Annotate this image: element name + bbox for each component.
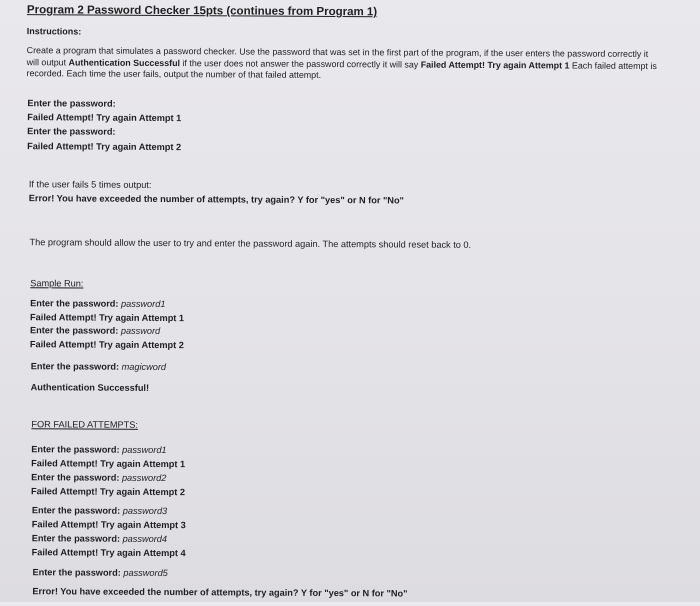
paragraph-line-1: Create a program that simulates a password checker. Use the password that was set in the first part of the program, if the user enters the password correctly it: [26, 45, 649, 59]
typed-input: password: [120, 325, 161, 336]
failed-run-line: Enter the password: password2: [31, 472, 167, 484]
sample-run-line: Enter the password: password: [29, 325, 161, 336]
example1-line: Failed Attempt! Try again Attempt 1: [27, 112, 182, 124]
auth-success-term: Authentication Successful: [68, 57, 181, 68]
page-title: Program 2 Password Checker 15pts (continues from Program 1): [26, 4, 378, 19]
typed-input: password3: [122, 505, 168, 517]
failed-run-line: Enter the password: password1: [31, 444, 167, 456]
failed-run-line: Failed Attempt! Try again Attempt 1: [31, 458, 186, 470]
typed-input: password4: [122, 533, 168, 545]
typed-input: password1: [122, 444, 167, 456]
typed-input: password1: [120, 298, 166, 310]
sample-run-line: Enter the password: magicword: [30, 361, 167, 373]
sample-run-line: Enter the password: password1: [30, 298, 166, 310]
failed-attempt-term: Failed Attempt! Try again Attempt 1: [420, 59, 570, 71]
instructions-paragraph: [27, 45, 687, 84]
instructions-label: Instructions:: [26, 26, 82, 37]
paragraph-line-3: recorded. Each time the user fails, output the number of that failed attempt.: [26, 68, 322, 81]
typed-input: password5: [123, 567, 168, 579]
failed-run-line: Failed Attempt! Try again Attempt 3: [31, 519, 186, 531]
failed-run-line: Failed Attempt! Try again Attempt 2: [30, 486, 186, 498]
reset-note: The program should allow the user to try and enter the password again. The attempts should reset back to 0.: [29, 237, 472, 250]
example1-line: Enter the password:: [27, 126, 116, 137]
failed-run-line: Enter the password: password5: [32, 567, 168, 579]
failed-run-line: Failed Attempt! Try again Attempt 4: [31, 547, 186, 559]
sample-run-line: Failed Attempt! Try again Attempt 2: [29, 339, 184, 351]
failed-run-line: Enter the password: password4: [31, 533, 168, 545]
sample-run-line: Failed Attempt! Try again Attempt 1: [30, 312, 185, 324]
failed-run-line: Enter the password: password3: [31, 505, 168, 517]
paragraph-line-2: will output Authentication Successful if the user does not answer the password correctly it will say Failed Attempt! Try again Attempt 1 Each failed attempt is: [26, 56, 657, 71]
sample-run-heading: Sample Run:: [30, 278, 84, 289]
failed-run-line: Error! You have exceeded the number of attempts, try again? Y for "yes" or N for "No": [32, 586, 408, 599]
fail5-message: Error! You have exceeded the number of attempts, try again? Y for "yes" or N for "No": [28, 193, 404, 206]
example1-line: Failed Attempt! Try again Attempt 2: [27, 141, 182, 153]
typed-input: magicword: [121, 361, 167, 373]
typed-input: password2: [121, 472, 167, 484]
fail5-intro: If the user fails 5 times output:: [28, 179, 152, 190]
example1-line: Enter the password:: [27, 98, 116, 109]
sample-run-line: Authentication Successful!: [30, 382, 150, 393]
failed-attempts-heading: FOR FAILED ATTEMPTS:: [31, 419, 138, 430]
